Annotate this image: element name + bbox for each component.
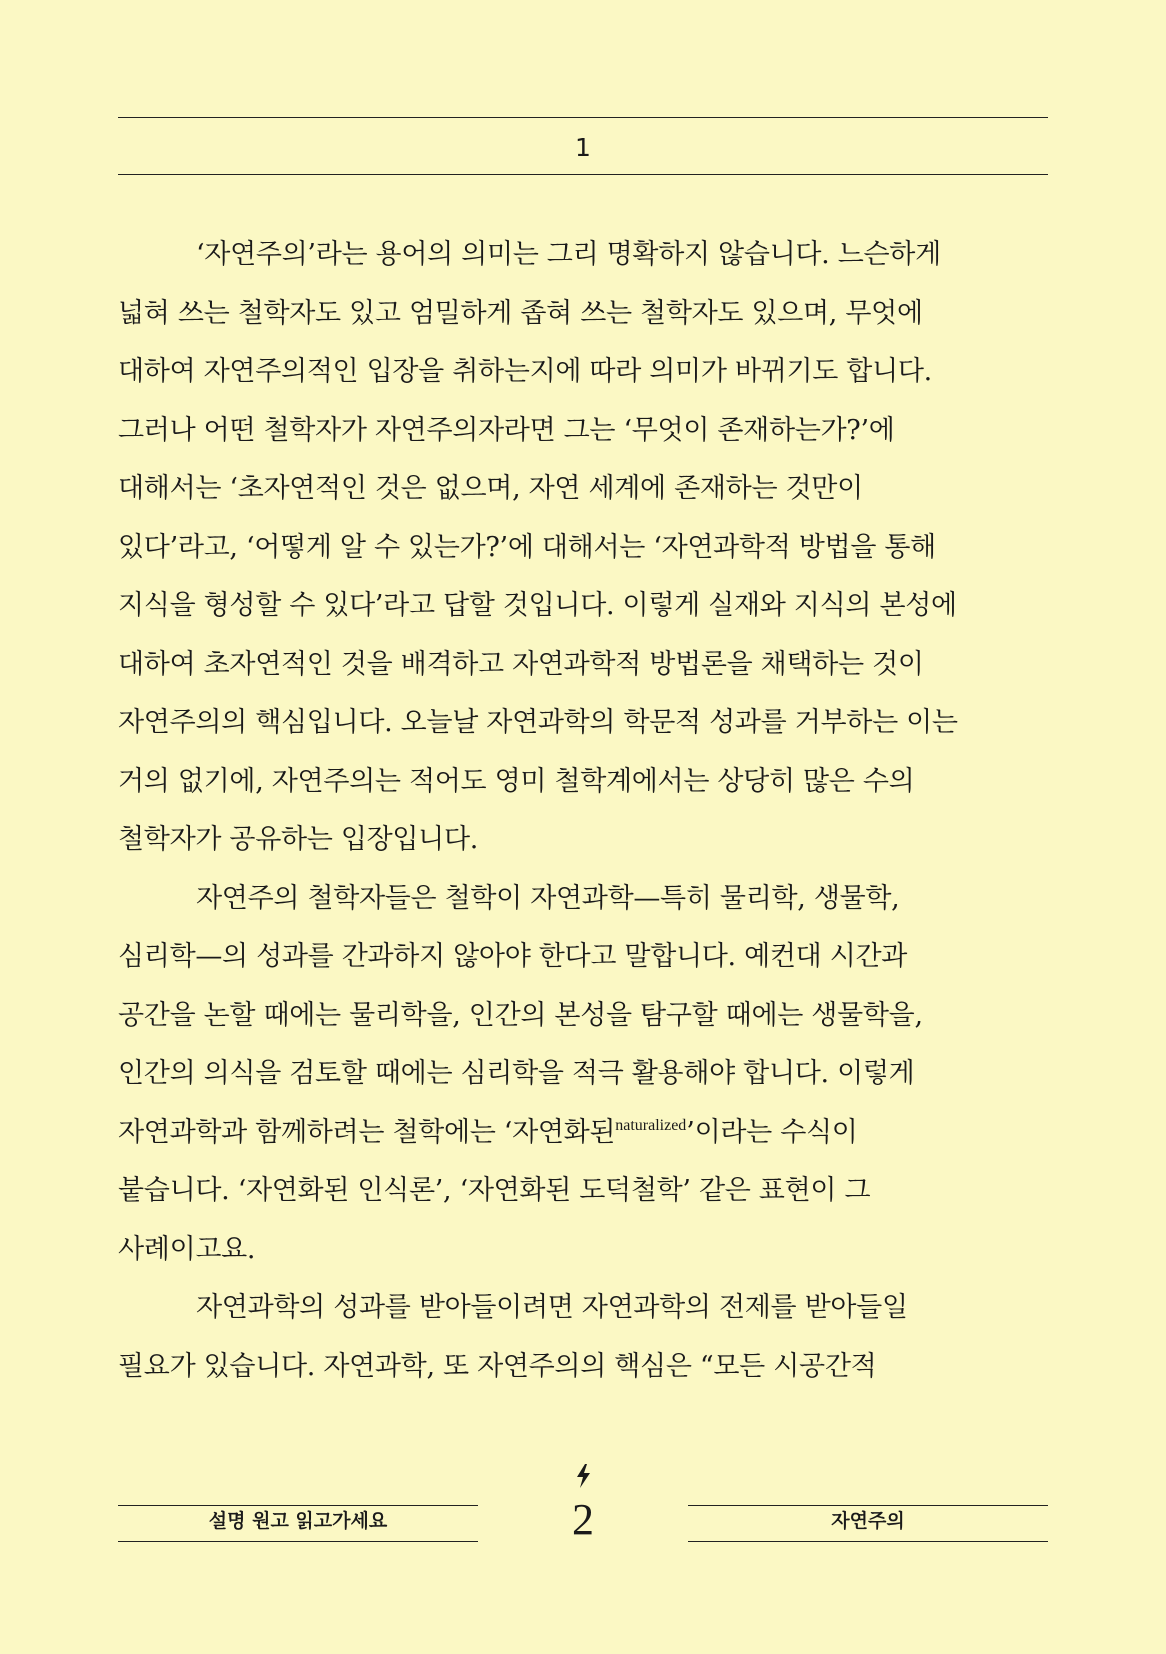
- paragraph-line: 심리학—의 성과를 간과하지 않아야 한다고 말합니다. 예컨대 시간과: [118, 941, 908, 972]
- paragraph-line: 공간을 논할 때에는 물리학을, 인간의 본성을 탐구할 때에는 생물학을,: [118, 999, 923, 1031]
- chapter-number: 1: [575, 133, 591, 162]
- paragraph-line: 대하여 자연주의적인 입장을 취하는지에 따라 의미가 바뀌기도 합니다.: [118, 356, 932, 387]
- gloss-superscript: naturalized: [615, 1116, 687, 1134]
- paragraph-line: 사례이고요.: [118, 1233, 256, 1265]
- paragraph-line: 넓혀 쓰는 철학자도 있고 엄밀하게 좁혀 쓰는 철학자도 있으며, 무엇에: [118, 297, 923, 329]
- paragraph-line: 붙습니다. ‘자연화된 인식론’, ‘자연화된 도덕철학’ 같은 표현이 그: [118, 1175, 871, 1206]
- paragraph-line: 거의 없기에, 자연주의는 적어도 영미 철학계에서는 상당히 많은 수의: [118, 765, 915, 797]
- paragraph-line: 자연주의의 핵심입니다. 오늘날 자연과학의 학문적 성과를 거부하는 이는: [118, 707, 958, 738]
- paragraph-line: 철학자가 공유하는 입장입니다.: [118, 824, 479, 855]
- paragraph-line-with-gloss: [118, 1104, 1048, 1163]
- header-rule-bottom: [118, 174, 1048, 175]
- paragraph-line: ‘자연주의’라는 용어의 의미는 그리 명확하지 않습니다. 느슨하게: [196, 239, 941, 270]
- paragraph-line: 인간의 의식을 검토할 때에는 심리학을 적극 활용해야 합니다. 이렇게: [118, 1058, 915, 1089]
- body-text: [118, 226, 1048, 1396]
- paragraph-line: 대해서는 ‘초자연적인 것은 없으며, 자연 세계에 존재하는 것만이: [118, 473, 863, 504]
- paragraph-line: 대하여 초자연적인 것을 배격하고 자연과학적 방법론을 채택하는 것이: [118, 648, 924, 680]
- paragraph-line: 지식을 형성할 수 있다’라고 답할 것입니다. 이렇게 실재와 지식의 본성에: [118, 590, 957, 621]
- footer-left-rule-bottom: [118, 1541, 478, 1542]
- paragraph-line: 자연과학의 성과를 받아들이려면 자연과학의 전제를 받아들일: [196, 1292, 908, 1323]
- paragraph-line: 필요가 있습니다. 자연과학, 또 자연주의의 핵심은 “모든 시공간적: [118, 1350, 877, 1382]
- line-text: 자연과학과 함께하려는 철학에는 ‘자연화된: [118, 1116, 616, 1148]
- paragraph-line: 그러나 어떤 철학자가 자연주의자라면 그는 ‘무엇이 존재하는가?’에: [118, 414, 895, 446]
- paragraph-line: 자연주의 철학자들은 철학이 자연과학—특히 물리학, 생물학,: [196, 882, 900, 914]
- footer-right-text: 자연주의: [831, 1510, 905, 1532]
- footer-right-rule-bottom: [688, 1541, 1048, 1542]
- page-number: 2: [572, 1495, 594, 1544]
- line-text-after-gloss: ’이라는 수식이: [686, 1116, 858, 1148]
- paragraph-line: 있다’라고, ‘어떻게 알 수 있는가?’에 대해서는 ‘자연과학적 방법을 통해: [118, 531, 936, 563]
- footer-left-text: 설명 원고 읽고가세요: [208, 1510, 388, 1532]
- header-rule-top: [118, 117, 1048, 118]
- lightning-bolt-icon: [568, 1463, 598, 1489]
